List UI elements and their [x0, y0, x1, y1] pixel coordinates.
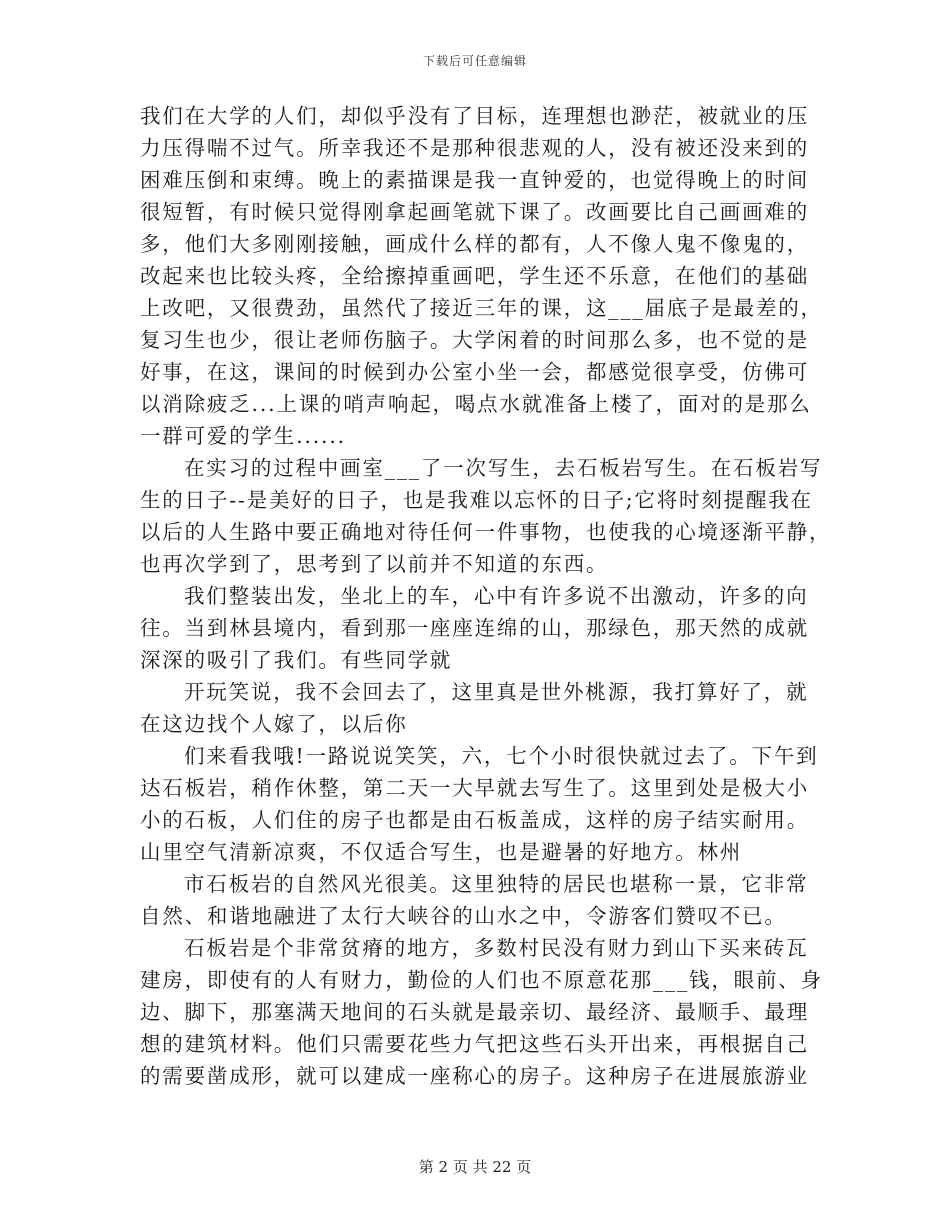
text-line: 建房，即使有的人有财力，勤俭的人们也不原意花那___钱，眼前、身 [140, 968, 823, 992]
text-line: 困难压倒和束缚。晚上的素描课是我一直钟爱的，也觉得晚上的时间 [140, 168, 809, 192]
text-line: 很短暂，有时候只觉得刚拿起画笔就下课了。改画要比自己画画难的 [140, 200, 809, 224]
text-line: 们来看我哦!一路说说笑笑，六，七个小时很快就过去了。下午到 [184, 744, 819, 768]
text-line: 多，他们大多刚刚接触，画成什么样的都有，人不像人鬼不像鬼的， [140, 232, 809, 256]
text-line: 石板岩是个非常贫瘠的地方，多数村民没有财力到山下买来砖瓦 [184, 936, 809, 960]
text-line: 以后的人生路中要正确地对待任何一件事物，也使我的心境逐渐平静， [140, 520, 832, 544]
text-line: 边、脚下，那塞满天地间的石头就是最亲切、最经济、最顺手、最理 [140, 1000, 809, 1024]
text-line: 达石板岩，稍作休整，第二天一大早就去写生了。这里到处是极大小 [140, 776, 809, 800]
page-footer: 第 2 页 共 22 页 [418, 1158, 532, 1176]
text-line: 往。当到林县境内，看到那一座座连绵的山，那绿色，那天然的成就 [140, 616, 809, 640]
text-line: 自然、和谐地融进了太行大峡谷的山水之中，令游客们赞叹不已。 [140, 904, 787, 928]
text-line: 的需要凿成形，就可以建成一座称心的房子。这种房子在进展旅游业 [140, 1064, 809, 1088]
text-line: 好事，在这，课间的时候到办公室小坐一会，都感觉很享受，仿佛可 [140, 360, 809, 384]
text-line: 开玩笑说，我不会回去了，这里真是世外桃源，我打算好了，就 [184, 680, 809, 704]
text-line: 也再次学到了，思考到了以前并不知道的东西。 [140, 552, 609, 576]
document-body [140, 100, 832, 1092]
text-line: 山里空气清新凉爽，不仅适合写生，也是避暑的好地方。林州 [140, 840, 743, 864]
text-line: 在这边找个人嫁了，以后你 [140, 712, 408, 736]
page-header: 下载后可任意编辑 [422, 54, 527, 68]
text-line: 想的建筑材料。他们只需要花些力气把这些石头开出来，再根据自己 [140, 1032, 809, 1056]
text-line: 市石板岩的自然风光很美。这里独特的居民也堪称一景，它非常 [184, 872, 809, 896]
text-line: 以消除疲乏...上课的哨声响起，喝点水就准备上楼了，面对的是那么 [140, 392, 812, 416]
text-line: 一群可爱的学生...... [140, 424, 346, 448]
text-line: 在实习的过程中画室___了一次写生，去石板岩写生。在石板岩写 [184, 456, 823, 480]
text-line: 上改吧，又很费劲，虽然代了接近三年的课，这___届底子是最差的， [140, 296, 823, 320]
text-line: 小的石板，人们住的房子也都是由石板盖成，这样的房子结实耐用。 [140, 808, 809, 832]
text-line: 复习生也少，很让老师伤脑子。大学闲着的时间那么多，也不觉的是 [140, 328, 809, 352]
text-line: 我们整装出发，坐北上的车，心中有许多说不出激动，许多的向 [184, 584, 809, 608]
text-line: 改起来也比较头疼，全给擦掉重画吧，学生还不乐意，在他们的基础 [140, 264, 809, 288]
text-line: 深深的吸引了我们。有些同学就 [140, 648, 453, 672]
text-line: 我们在大学的人们，却似乎没有了目标，连理想也渺茫，被就业的压 [140, 104, 809, 128]
text-line: 生的日子--是美好的日子，也是我难以忘怀的日子;它将时刻提醒我在 [140, 488, 813, 512]
text-line: 力压得喘不过气。所幸我还不是那种很悲观的人，没有被还没来到的 [140, 136, 809, 160]
